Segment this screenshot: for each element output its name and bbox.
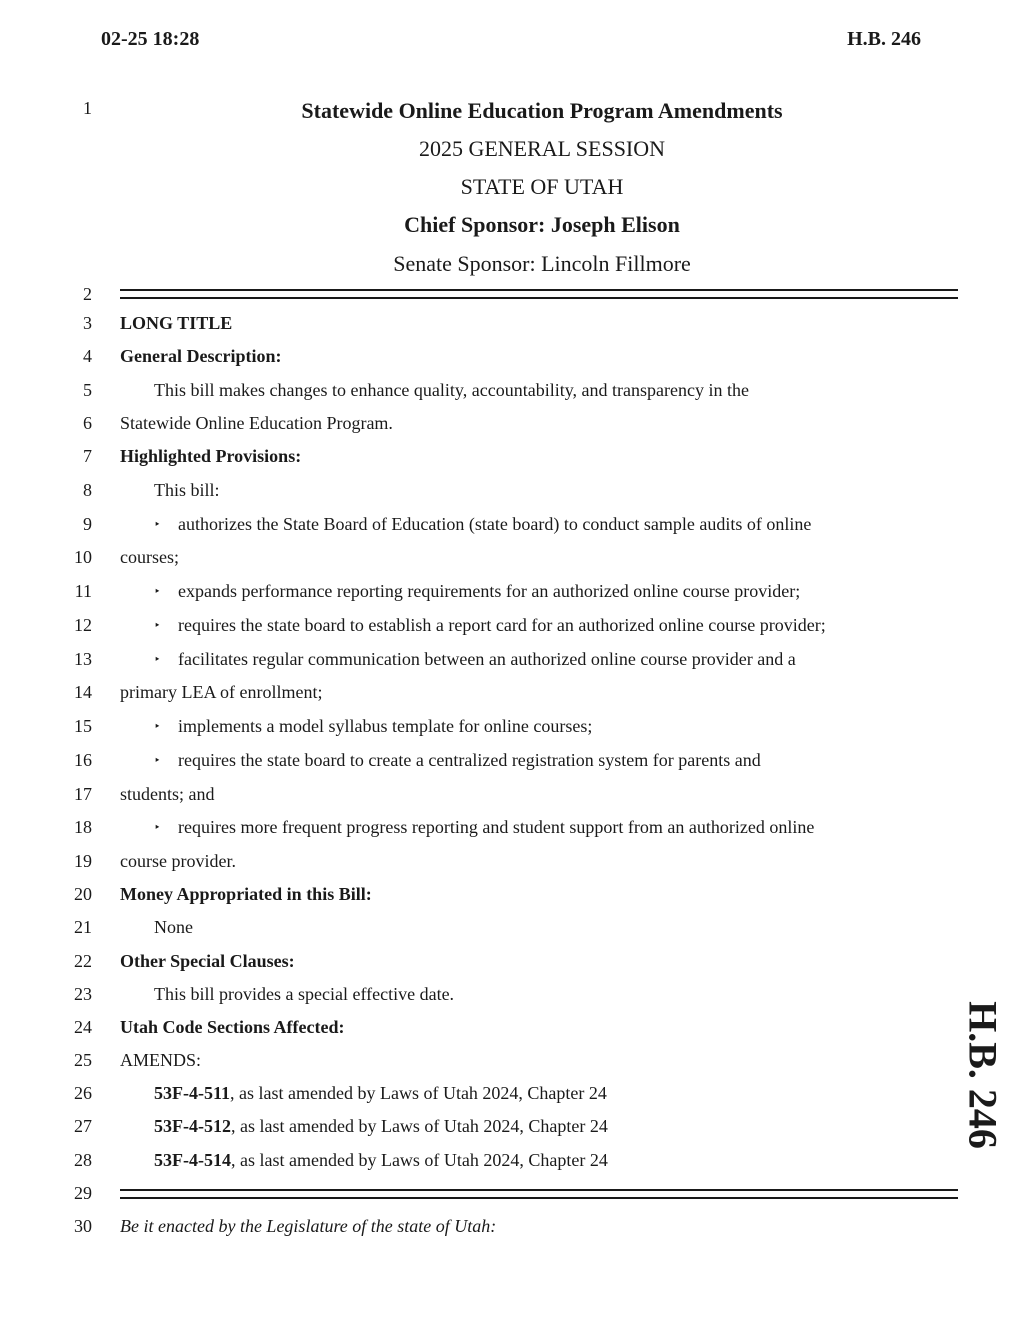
line-number: 7 [83, 446, 92, 466]
line-number: 11 [74, 581, 92, 601]
bullet-icon: ‣ [154, 586, 161, 598]
line-number: 29 [74, 1183, 92, 1203]
body-text-line: None [154, 917, 193, 937]
provision-item [154, 514, 811, 535]
general-description-heading: General Description: [120, 346, 282, 366]
line-number: 22 [74, 951, 92, 971]
line-number: 4 [83, 346, 92, 366]
special-clauses-heading: Other Special Clauses: [120, 951, 295, 971]
provision-item [154, 750, 761, 771]
bullet-icon: ‣ [154, 721, 161, 733]
line-number: 14 [74, 682, 92, 702]
code-section-item [154, 1116, 608, 1137]
session-label: 2025 GENERAL SESSION [418, 136, 666, 161]
provision-item [154, 716, 592, 737]
line-number: 13 [74, 649, 92, 669]
chief-sponsor: Chief Sponsor: Joseph Elison [404, 212, 680, 237]
header-timestamp: 02-25 18:28 [101, 28, 200, 50]
provision-text: implements a model syllabus template for online courses; [178, 716, 593, 736]
provision-item [154, 649, 796, 670]
body-text-line: This bill makes changes to enhance quality, accountability, and transparency in the [154, 380, 749, 400]
line-number: 21 [74, 917, 92, 937]
line-number: 20 [74, 884, 92, 904]
body-text-line: courses; [120, 547, 179, 567]
side-bill-label-text: H.B. 246 [960, 1001, 1006, 1149]
line-number: 6 [83, 413, 92, 433]
bullet-icon: ‣ [154, 620, 161, 632]
code-section-note: , as last amended by Laws of Utah 2024, Chapter 24 [230, 1116, 608, 1136]
long-title-heading: LONG TITLE [120, 313, 233, 333]
highlighted-provisions-heading: Highlighted Provisions: [120, 446, 302, 466]
line-number: 18 [74, 817, 92, 837]
line-number: 17 [74, 784, 92, 804]
code-section-note: , as last amended by Laws of Utah 2024, Chapter 24 [230, 1150, 608, 1170]
bullet-icon: ‣ [154, 755, 161, 767]
provision-text: requires the state board to create a centralized registration system for parents and [178, 750, 761, 770]
line-number: 15 [74, 716, 92, 736]
code-section-number: 53F-4-512 [154, 1116, 231, 1136]
line-number: 27 [74, 1116, 92, 1136]
line-number: 24 [74, 1017, 92, 1037]
body-text-line: Statewide Online Education Program. [120, 413, 393, 433]
line-number: 12 [74, 615, 92, 635]
double-rule-top [120, 289, 958, 299]
enacting-clause: Be it enacted by the Legislature of the state of Utah: [120, 1216, 497, 1236]
header-bill-number: H.B. 246 [847, 28, 921, 50]
line-number: 1 [83, 98, 92, 118]
provision-text: requires more frequent progress reporting and student support from an authorized online [178, 817, 815, 837]
line-number: 26 [74, 1083, 92, 1103]
line-number: 30 [74, 1216, 92, 1236]
line-number: 28 [74, 1150, 92, 1170]
provision-item [154, 615, 826, 636]
line-number: 8 [83, 480, 92, 500]
state-label: STATE OF UTAH [460, 174, 624, 199]
provision-text: requires the state board to establish a report card for an authorized online course provider; [178, 615, 826, 635]
body-text-line: This bill: [154, 480, 220, 500]
line-number: 23 [74, 984, 92, 1004]
line-number: 16 [74, 750, 92, 770]
line-number: 25 [74, 1050, 92, 1070]
code-sections-heading: Utah Code Sections Affected: [120, 1017, 345, 1037]
bullet-icon: ‣ [154, 519, 161, 531]
provision-text: expands performance reporting requirements for an authorized online course provider; [178, 581, 801, 601]
body-text-line: course provider. [120, 851, 236, 871]
code-section-item [154, 1150, 608, 1171]
bill-title: Statewide Online Education Program Amendments [301, 98, 783, 123]
line-number: 3 [83, 313, 92, 333]
code-section-note: , as last amended by Laws of Utah 2024, Chapter 24 [230, 1083, 607, 1103]
code-section-number: 53F-4-511 [154, 1083, 230, 1103]
line-number: 19 [74, 851, 92, 871]
line-number: 9 [83, 514, 92, 534]
bullet-icon: ‣ [154, 654, 161, 666]
line-number: 2 [83, 284, 92, 304]
provision-text: authorizes the State Board of Education (state board) to conduct sample audits of online [178, 514, 812, 534]
body-text-line: students; and [120, 784, 215, 804]
provision-item [154, 581, 800, 602]
line-number: 5 [83, 380, 92, 400]
senate-sponsor: Senate Sponsor: Lincoln Fillmore [393, 251, 691, 276]
body-text-line: This bill provides a special effective date. [154, 984, 455, 1004]
code-section-item [154, 1083, 607, 1104]
bullet-icon: ‣ [154, 822, 161, 834]
provision-item [154, 817, 814, 838]
amends-label: AMENDS: [120, 1050, 202, 1070]
body-text-line: primary LEA of enrollment; [120, 682, 323, 702]
code-section-number: 53F-4-514 [154, 1150, 231, 1170]
double-rule-bottom [120, 1189, 958, 1199]
provision-text: facilitates regular communication between an authorized online course provider and a [178, 649, 796, 669]
money-appropriated-heading: Money Appropriated in this Bill: [120, 884, 372, 904]
line-number: 10 [74, 547, 92, 567]
